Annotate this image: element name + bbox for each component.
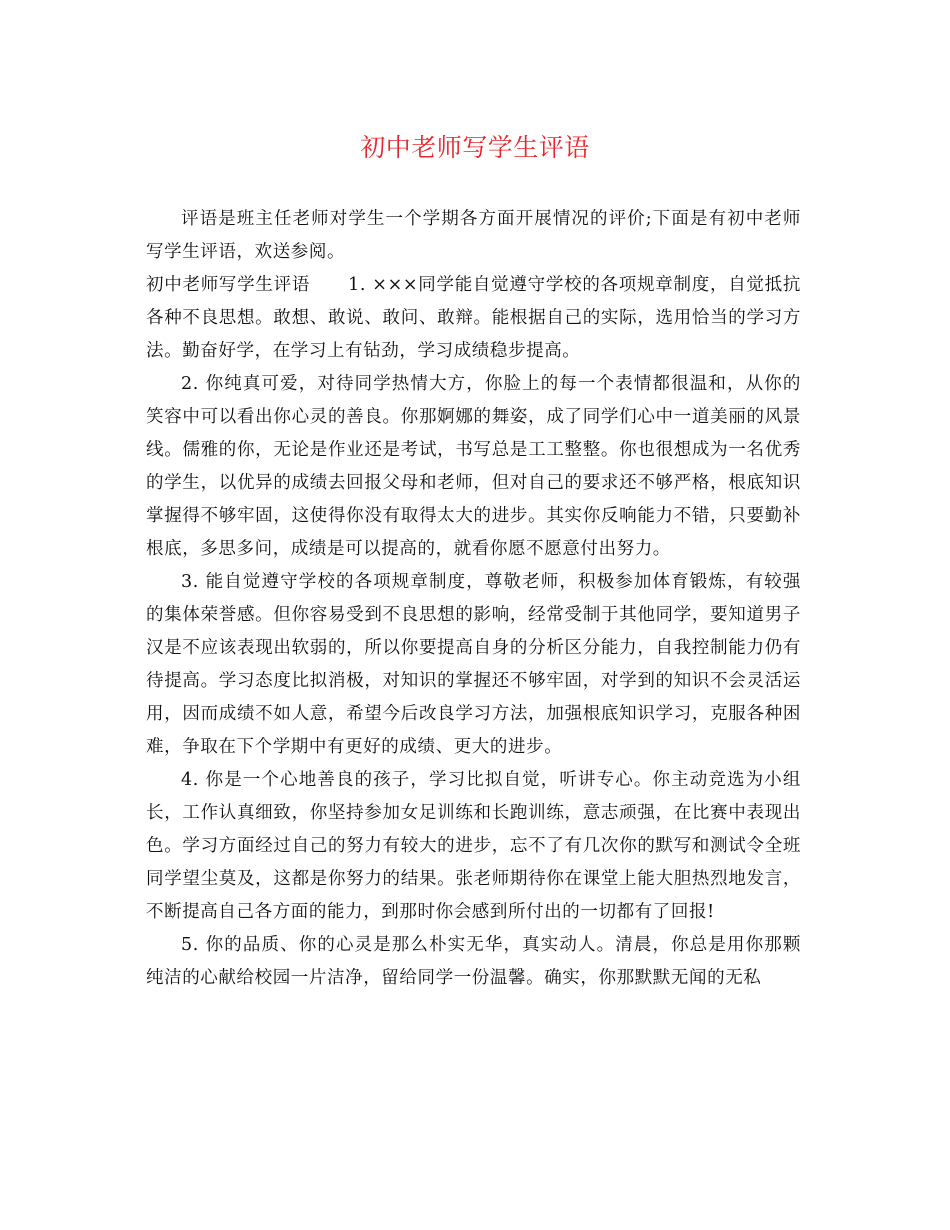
document-title: 初中老师写学生评语 [360, 133, 590, 162]
item-2-paragraph: 2. 你纯真可爱，对待同学热情大方，你脸上的每一个表情都很温和，从你的笑容中可以看出你心灵的善良。你那婀娜的舞姿，成了同学们心中一道美丽的风景线。儒雅的你，无论是作业还是考试，书写总是工工整整。你也很想成为一名优秀的学生，以优异的成绩去回报父母和老师，但对自己的要求还不够严格，根底知识掌握得不够牢固，这使得你没有取得太大的进步。其实你反响能力不错，只要勤补根底，多思多问，成绩是可以提高的，就看你愿不愿意付出努力。 [146, 374, 801, 559]
section-label: 初中老师写学生评语 [146, 275, 311, 295]
item-3-paragraph: 3. 能自觉遵守学校的各项规章制度，尊敬老师，积极参加体育锻炼，有较强的集体荣誉感。但你容易受到不良思想的影响，经常受制于其他同学，要知道男子汉是不应该表现出软弱的，所以你要提高自身的分析区分能力，自我控制能力仍有待提高。学习态度比拟消极，对知识的掌握还不够牢固，对学到的知识不会灵活运用，因而成绩不如人意，希望今后改良学习方法，加强根底知识学习，克服各种困难，争取在下个学期中有更好的成绩、更大的进步。 [146, 572, 801, 757]
first-item-paragraph [146, 269, 801, 368]
item-4-paragraph: 4. 你是一个心地善良的孩子，学习比拟自觉，听讲专心。你主动竞选为小组长，工作认真细致，你坚持参加女足训练和长跑训练，意志顽强，在比赛中表现出色。学习方面经过自己的努力有较大的进步，忘不了有几次你的默写和测试令全班同学望尘莫及，这都是你努力的结果。张老师期待你在课堂上能大胆热烈地发言，不断提高自己各方面的能力，到那时你会感到所付出的一切都有了回报! [146, 770, 801, 922]
intro-paragraph: 评语是班主任老师对学生一个学期各方面开展情况的评价;下面是有初中老师写学生评语，欢送参阅。 [146, 209, 801, 262]
document-body [146, 203, 801, 995]
item-5-paragraph: 5. 你的品质、你的心灵是那么朴实无华，真实动人。清晨，你总是用你那颗纯洁的心献给校园一片洁净，留给同学一份温馨。确实，你那默默无闻的无私 [146, 935, 801, 988]
item-1-text: 1. ×××同学能自觉遵守学校的各项规章制度，自觉抵抗各种不良思想。敢想、敢说、敢问、敢辩。能根据自己的实际，选用恰当的学习方法。勤奋好学，在学习上有钻劲，学习成绩稳步提高。 [146, 275, 801, 361]
